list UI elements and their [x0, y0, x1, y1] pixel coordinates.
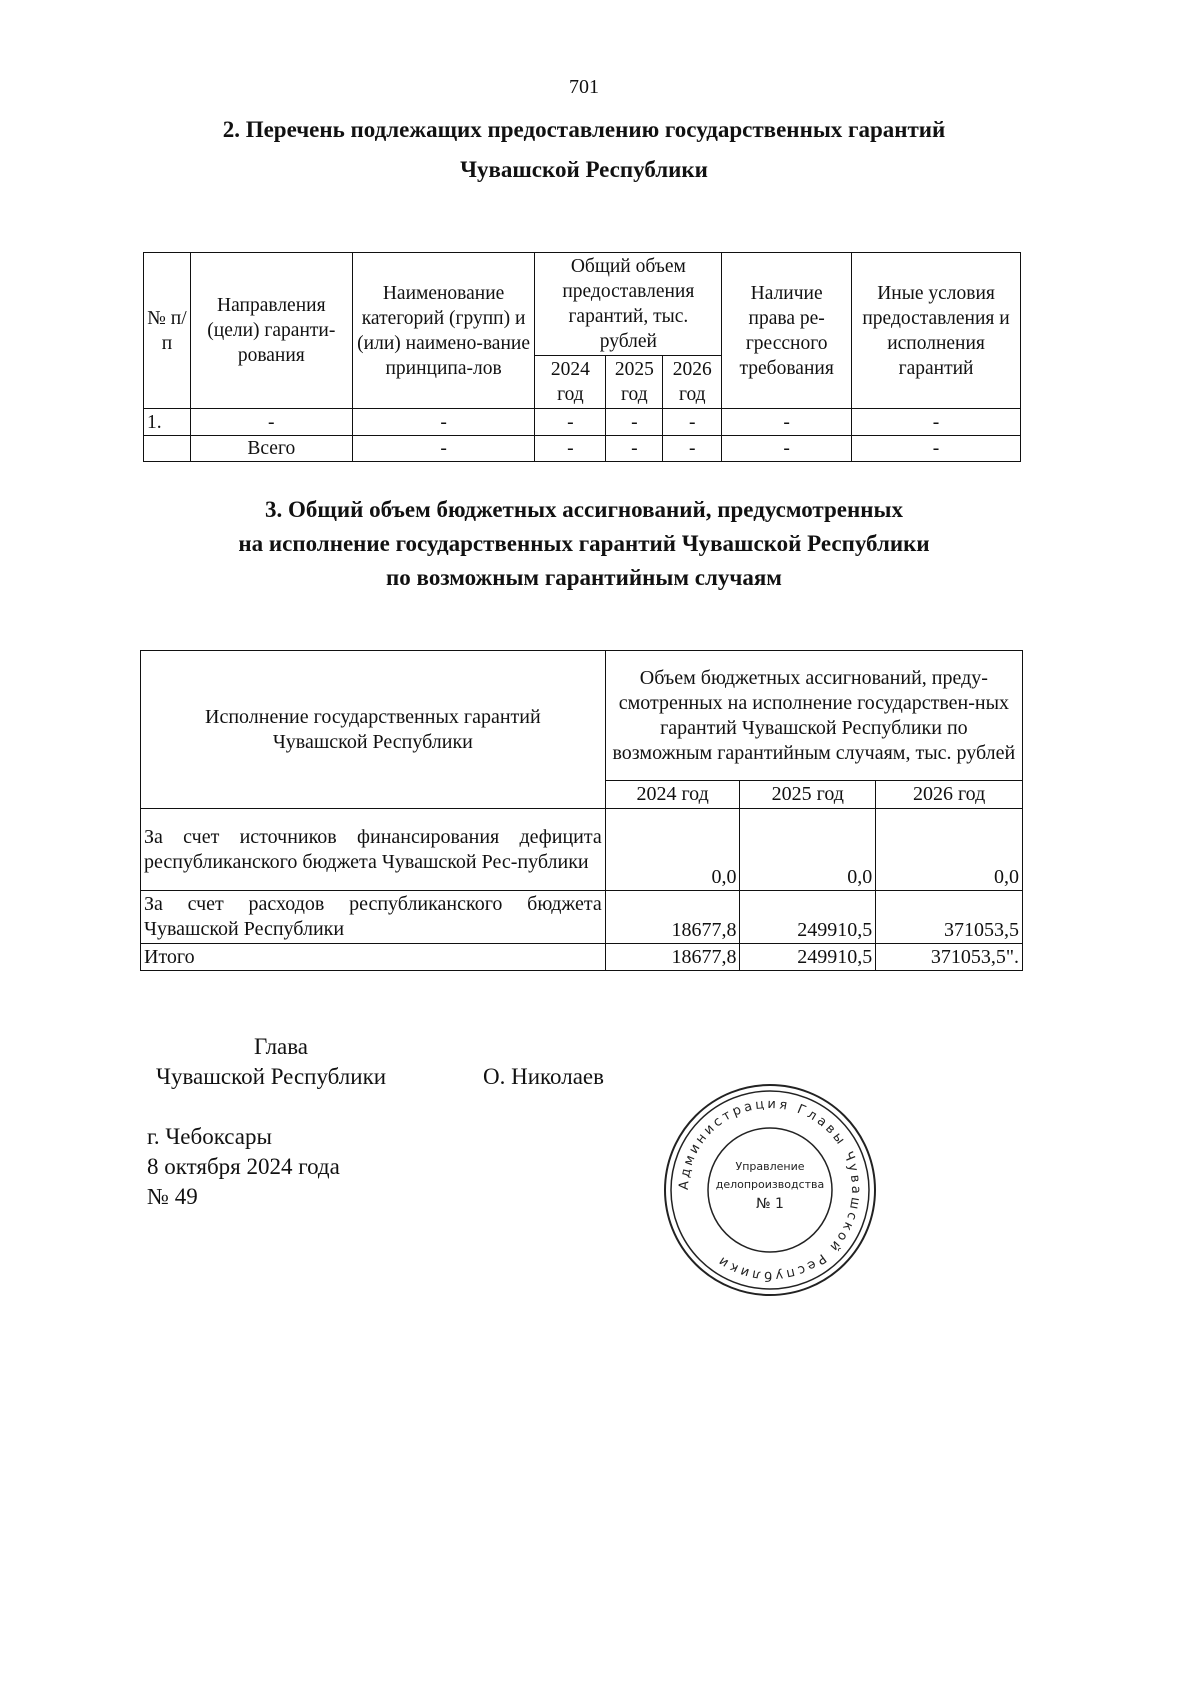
header-year: 2025 год: [740, 781, 876, 809]
table-row: [141, 891, 1023, 944]
table-row-total: [141, 944, 1023, 971]
table-row: [141, 809, 1023, 891]
cell-label: За счет расходов республиканского бюджета Чувашской Республики: [141, 891, 606, 944]
cell-label: За счет источников финансирования дефицита республиканского бюджета Чувашской Рес-публики: [141, 809, 606, 891]
signatory-title-line2: Чувашской Республики: [156, 1064, 387, 1089]
signatory-name: О. Николаев: [483, 1064, 604, 1089]
cell-2026: -: [663, 436, 722, 462]
cell-regress: -: [722, 409, 852, 436]
cell-other: -: [852, 436, 1021, 462]
header-execution-text: Исполнение государственных гарантий Чувашской Республики: [205, 705, 541, 753]
appropriations-table: [140, 650, 1023, 971]
header-year: 2026 год: [663, 356, 722, 409]
header-volume: Объем бюджетных ассигнований, преду-смотренных на исполнение государствен-ных гарантий Чувашской Республики по возможным гарантийным случаям, тыс. рублей: [605, 651, 1022, 781]
cell-label: Итого: [141, 944, 606, 971]
cell-direction: -: [190, 409, 352, 436]
cell-2025: 249910,5: [740, 944, 876, 971]
table-row: [144, 409, 1021, 436]
section3-title-line2: на исполнение государственных гарантий Чувашской Республики: [238, 531, 930, 556]
official-stamp: [660, 1080, 880, 1300]
stamp-line2: делопроизводства: [715, 1178, 825, 1191]
stamp-outer-text: Администрация Главы Чувашской Республики: [676, 1096, 864, 1284]
cell-2025: -: [606, 409, 663, 436]
page-number: 701: [569, 76, 599, 98]
cell-2024: 18677,8: [605, 891, 740, 944]
section3-title-line1: 3. Общий объем бюджетных ассигнований, предусмотренных: [265, 497, 903, 522]
section3-title-line3: по возможным гарантийным случаям: [386, 565, 782, 590]
cell-2024: 18677,8: [605, 944, 740, 971]
cell-category: -: [352, 436, 535, 462]
cell-num: 1.: [144, 409, 191, 436]
section2-title-line2: Чувашской Республики: [460, 157, 708, 182]
cell-2024: -: [535, 409, 606, 436]
cell-2026: -: [663, 409, 722, 436]
table-row-total: [144, 436, 1021, 462]
cell-other: -: [852, 409, 1021, 436]
section2-title-line1: 2. Перечень подлежащих предоставлению государственных гарантий: [222, 117, 946, 142]
signatory-title-line1: Глава: [254, 1034, 309, 1059]
document-number: № 49: [147, 1184, 198, 1209]
header-year: 2026 год: [876, 781, 1023, 809]
header-num: № п/п: [144, 253, 191, 409]
cell-2025: 249910,5: [740, 891, 876, 944]
cell-2025: 0,0: [740, 809, 876, 891]
header-direction: Направления (цели) гаранти-рования: [190, 253, 352, 409]
cell-2026: 0,0: [876, 809, 1023, 891]
cell-2024: 0,0: [605, 809, 740, 891]
stamp-line3: № 1: [756, 1196, 784, 1212]
header-year: 2024 год: [535, 356, 606, 409]
header-volume: Общий объем предоставления гарантий, тыс. рублей: [535, 253, 722, 356]
cell-direction: Всего: [190, 436, 352, 462]
cell-2026: 371053,5".: [876, 944, 1023, 971]
cell-2025: -: [606, 436, 663, 462]
signing-city: г. Чебоксары: [147, 1124, 272, 1149]
header-regress: Наличие права ре-грессного требования: [722, 253, 852, 409]
header-other: Иные условия предоставления и исполнения гарантий: [852, 253, 1021, 409]
header-execution: [141, 651, 606, 809]
header-category: Наименование категорий (групп) и (или) наимено-вание принципа-лов: [352, 253, 535, 409]
cell-category: -: [352, 409, 535, 436]
header-year: 2024 год: [605, 781, 740, 809]
cell-2024: -: [535, 436, 606, 462]
cell-num: [144, 436, 191, 462]
cell-2026: 371053,5: [876, 891, 1023, 944]
signing-date: 8 октября 2024 года: [147, 1154, 340, 1179]
guarantees-table: [143, 252, 1021, 462]
header-year: 2025 год: [606, 356, 663, 409]
cell-regress: -: [722, 436, 852, 462]
stamp-line1: Управление: [735, 1160, 805, 1173]
